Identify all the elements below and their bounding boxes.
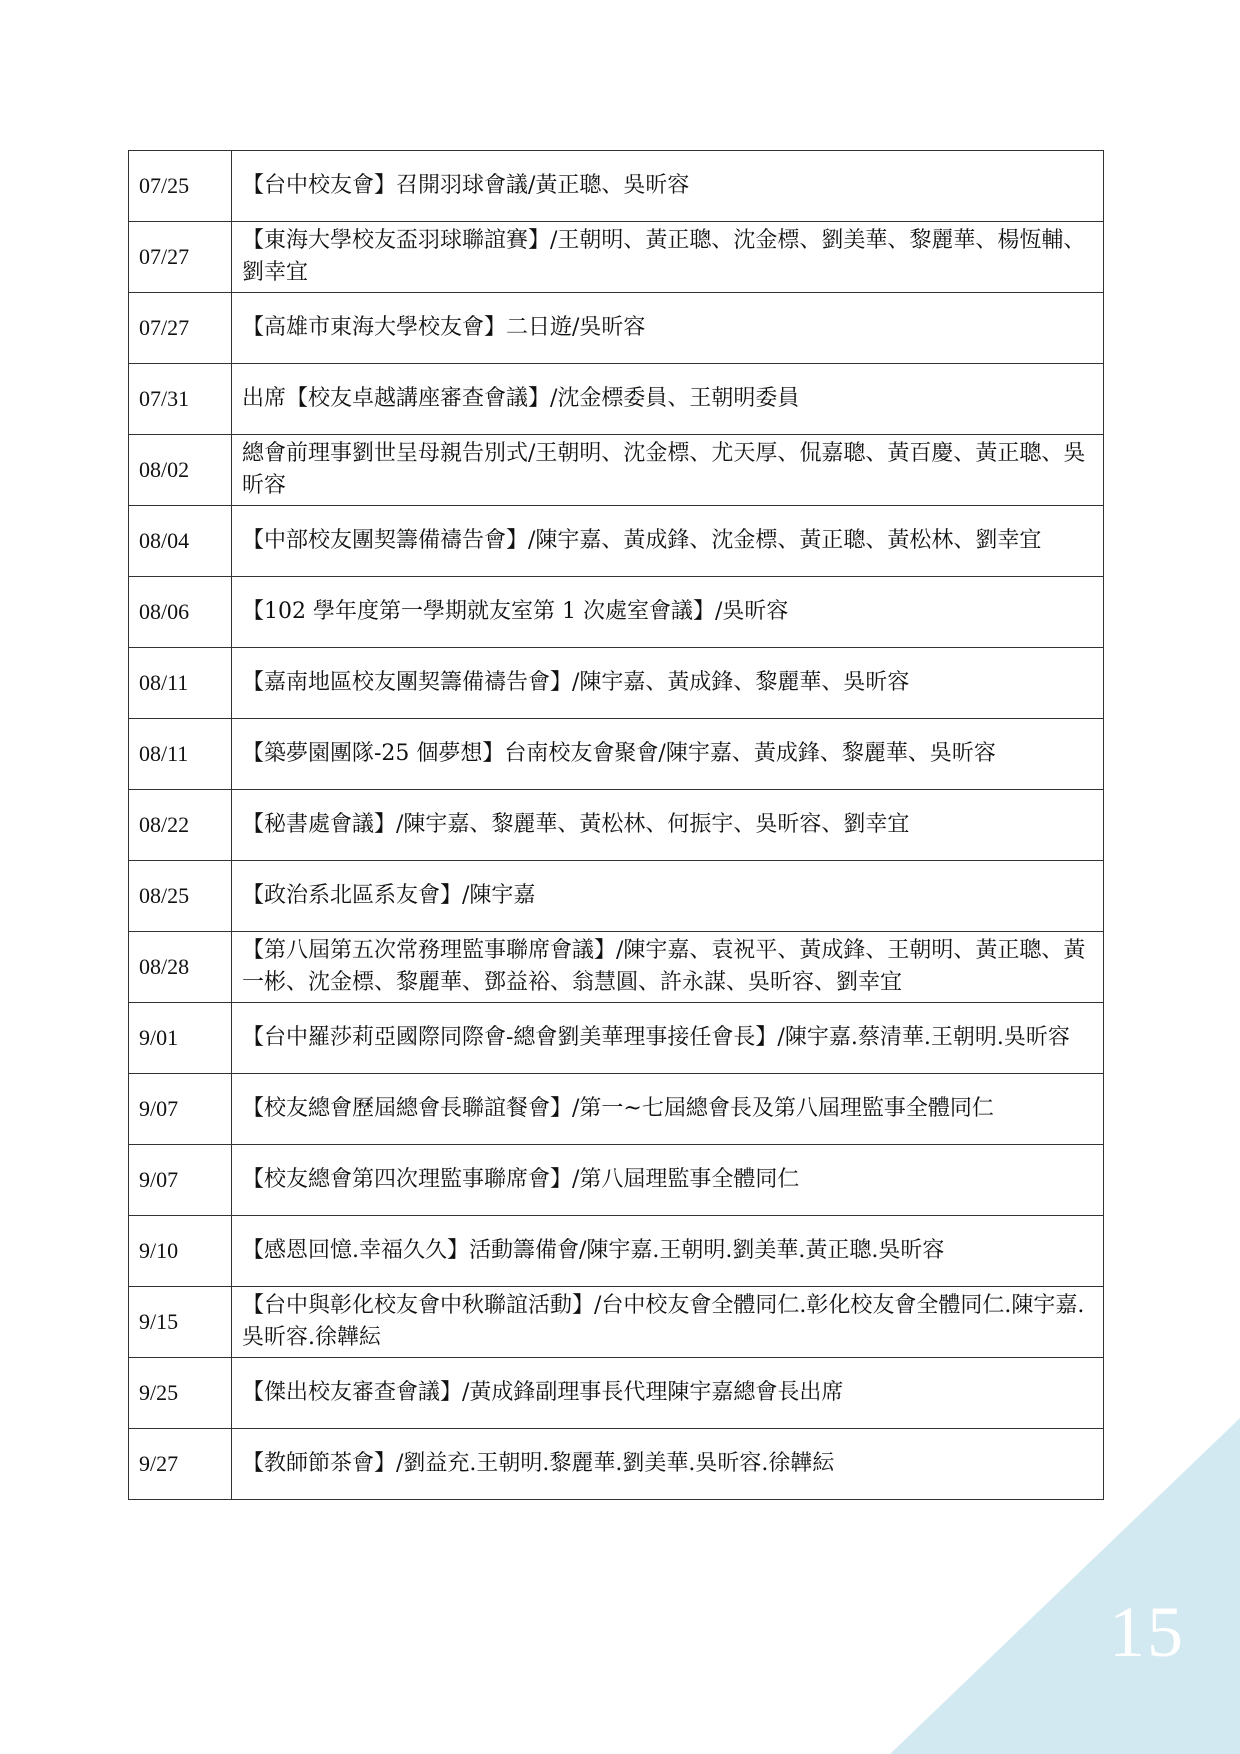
event-description: 【政治系北區系友會】/陳宇嘉	[232, 861, 1104, 932]
table-row	[129, 293, 1104, 364]
event-description: 【傑出校友審查會議】/黃成鋒副理事長代理陳宇嘉總會長出席	[232, 1358, 1104, 1429]
table-row	[129, 1003, 1104, 1074]
event-description: 【教師節茶會】/劉益充.王朝明.黎麗華.劉美華.吳昕容.徐韡紜	[232, 1429, 1104, 1500]
event-date: 9/01	[129, 1003, 232, 1074]
table-row	[129, 577, 1104, 648]
event-date: 07/27	[129, 293, 232, 364]
events-table-body	[129, 151, 1104, 1500]
event-date: 08/28	[129, 932, 232, 1003]
event-date: 9/07	[129, 1074, 232, 1145]
event-description: 【台中羅莎莉亞國際同際會-總會劉美華理事接任會長】/陳宇嘉.蔡清華.王朝明.吳昕容	[232, 1003, 1104, 1074]
event-description: 【校友總會第四次理監事聯席會】/第八屆理監事全體同仁	[232, 1145, 1104, 1216]
table-row	[129, 1287, 1104, 1358]
event-date: 9/27	[129, 1429, 232, 1500]
event-date: 07/25	[129, 151, 232, 222]
table-row	[129, 1145, 1104, 1216]
table-row	[129, 364, 1104, 435]
event-date: 9/07	[129, 1145, 232, 1216]
table-row	[129, 435, 1104, 506]
table-row	[129, 506, 1104, 577]
event-description: 【第八屆第五次常務理監事聯席會議】/陳宇嘉、袁祝平、黃成鋒、王朝明、黃正聰、黃一彬、沈金標、黎麗華、鄧益裕、翁慧圓、許永謀、吳昕容、劉幸宜	[232, 932, 1104, 1003]
event-date: 07/31	[129, 364, 232, 435]
event-date: 08/06	[129, 577, 232, 648]
event-description: 【102 學年度第一學期就友室第 1 次處室會議】/吳昕容	[232, 577, 1104, 648]
event-description: 【嘉南地區校友團契籌備禱告會】/陳宇嘉、黃成鋒、黎麗華、吳昕容	[232, 648, 1104, 719]
event-description: 【台中與彰化校友會中秋聯誼活動】/台中校友會全體同仁.彰化校友會全體同仁.陳宇嘉.吳昕容.徐韡紜	[232, 1287, 1104, 1358]
event-description: 【感恩回憶.幸福久久】活動籌備會/陳宇嘉.王朝明.劉美華.黃正聰.吳昕容	[232, 1216, 1104, 1287]
event-date: 9/15	[129, 1287, 232, 1358]
event-description: 【台中校友會】召開羽球會議/黃正聰、吳昕容	[232, 151, 1104, 222]
event-date: 08/04	[129, 506, 232, 577]
event-description: 總會前理事劉世呈母親告別式/王朝明、沈金標、尤天厚、侃嘉聰、黃百慶、黃正聰、吳昕容	[232, 435, 1104, 506]
event-date: 08/11	[129, 648, 232, 719]
table-row	[129, 1216, 1104, 1287]
event-description: 【秘書處會議】/陳宇嘉、黎麗華、黃松林、何振宇、吳昕容、劉幸宜	[232, 790, 1104, 861]
event-date: 07/27	[129, 222, 232, 293]
event-description: 出席【校友卓越講座審查會議】/沈金標委員、王朝明委員	[232, 364, 1104, 435]
page-number: 15	[1109, 1592, 1185, 1672]
table-row	[129, 861, 1104, 932]
event-date: 9/10	[129, 1216, 232, 1287]
table-row	[129, 648, 1104, 719]
table-row	[129, 932, 1104, 1003]
event-description: 【中部校友團契籌備禱告會】/陳宇嘉、黃成鋒、沈金標、黃正聰、黃松林、劉幸宜	[232, 506, 1104, 577]
table-row	[129, 151, 1104, 222]
table-row	[129, 1074, 1104, 1145]
events-table	[128, 150, 1104, 1500]
event-date: 08/25	[129, 861, 232, 932]
table-row	[129, 790, 1104, 861]
event-description: 【校友總會歷屆總會長聯誼餐會】/第一~七屆總會長及第八屆理監事全體同仁	[232, 1074, 1104, 1145]
event-description: 【高雄市東海大學校友會】二日遊/吳昕容	[232, 293, 1104, 364]
corner-decoration	[890, 1418, 1240, 1754]
event-date: 08/11	[129, 719, 232, 790]
event-date: 08/22	[129, 790, 232, 861]
event-description: 【東海大學校友盃羽球聯誼賽】/王朝明、黃正聰、沈金標、劉美華、黎麗華、楊恆輔、劉幸宜	[232, 222, 1104, 293]
table-row	[129, 222, 1104, 293]
table-row	[129, 719, 1104, 790]
event-date: 9/25	[129, 1358, 232, 1429]
event-description: 【築夢園團隊-25 個夢想】台南校友會聚會/陳宇嘉、黃成鋒、黎麗華、吳昕容	[232, 719, 1104, 790]
event-date: 08/02	[129, 435, 232, 506]
